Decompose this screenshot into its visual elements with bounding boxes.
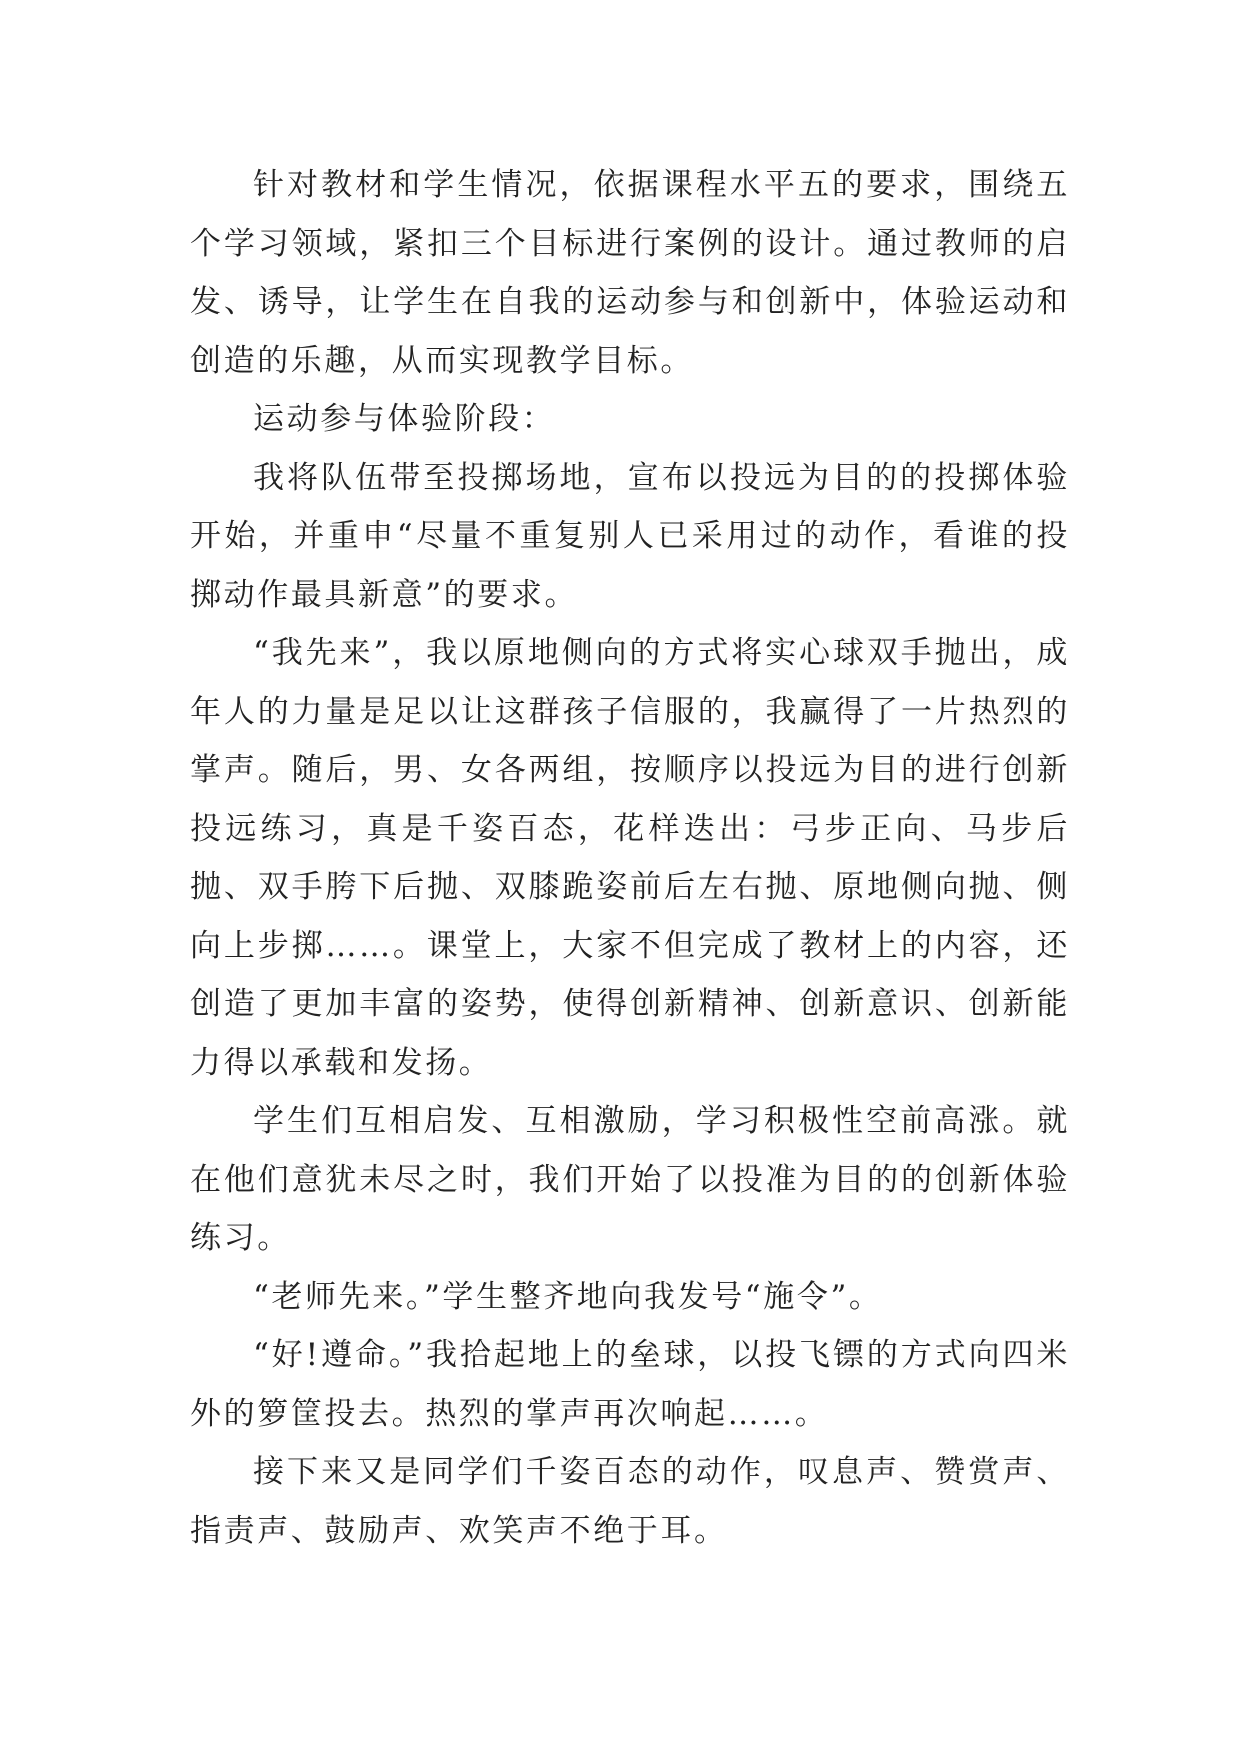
paragraph-4: “我先来”，我以原地侧向的方式将实心球双手抛出，成年人的力量是足以让这群孩子信服的，我赢得了一片热烈的掌声。随后，男、女各两组，按顺序以投远为目的进行创新投远练习，真是千姿百态，花样迭出：弓步正向、马步后抛、双手胯下后抛、双膝跪姿前后左右抛、原地侧向抛、侧向上步掷……。课堂上，大家不但完成了教材上的内容，还创造了更加丰富的姿势，使得创新精神、创新意识、创新能力得以承载和发扬。 (190, 635, 1070, 1081)
paragraph-8: 接下来又是同学们千姿百态的动作，叹息声、赞赏声、指责声、鼓励声、欢笑声不绝于耳。 (190, 1454, 1070, 1549)
paragraph-6: “老师先来。”学生整齐地向我发号“施令”。 (253, 1278, 883, 1315)
paragraph-7: “好!遵命。”我拾起地上的垒球，以投飞镖的方式向四米外的箩筐投去。热烈的掌声再次响起……。 (190, 1337, 1070, 1432)
document-body (190, 156, 1070, 1560)
paragraph-3: 我将队伍带至投掷场地，宣布以投远为目的的投掷体验开始，并重申“尽量不重复别人已采用过的动作，看谁的投掷动作最具新意”的要求。 (190, 459, 1070, 613)
paragraph-2: 运动参与体验阶段： (253, 401, 556, 437)
paragraph-5: 学生们互相启发、互相激励，学习积极性空前高涨。就在他们意犹未尽之时，我们开始了以投准为目的的创新体验练习。 (190, 1103, 1070, 1256)
paragraph-1: 针对教材和学生情况，依据课程水平五的要求，围绕五个学习领域，紧扣三个目标进行案例的设计。通过教师的启发、诱导，让学生在自我的运动参与和创新中，体验运动和创造的乐趣，从而实现教学目标。 (190, 167, 1070, 379)
